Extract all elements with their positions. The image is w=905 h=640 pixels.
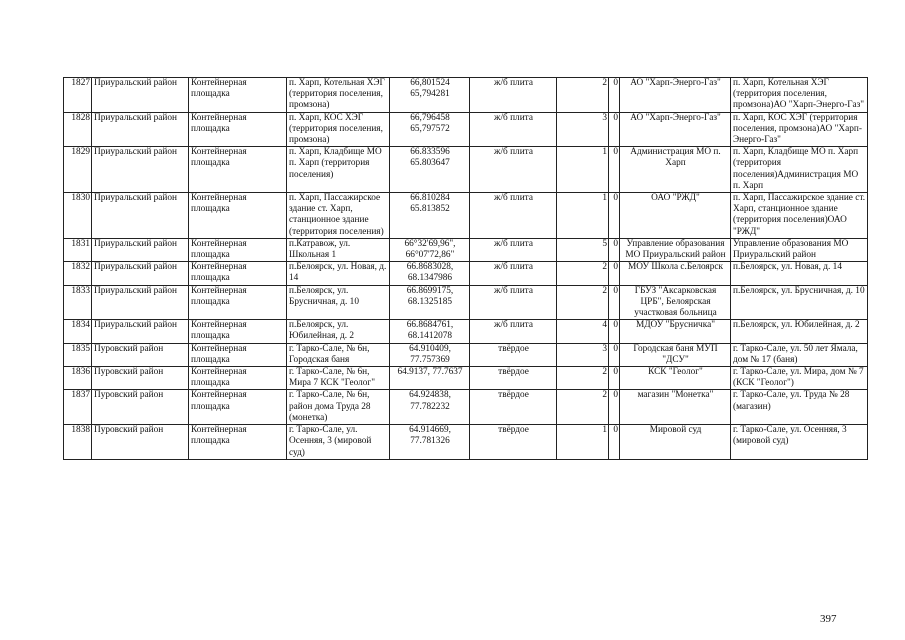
table-row: [64, 285, 868, 320]
coordinates-cell: 66.810284 65.813852: [390, 193, 470, 239]
table-row: [64, 367, 868, 390]
volume-cell: 0: [609, 147, 620, 193]
site-type-cell: Контейнерная площадка: [189, 238, 287, 261]
address-cell: п.Белоярск, ул. Новая, д. 14: [287, 262, 390, 285]
table-row: [64, 390, 868, 425]
coordinates-cell: 66,796458 65,797572: [390, 112, 470, 147]
row-number: 1829: [64, 147, 92, 193]
waste-source-cell: п.Белоярск, ул. Новая, д. 14: [731, 262, 868, 285]
waste-source-cell: Управление образования МО Приуральский район: [731, 238, 868, 261]
surface-cell: ж/б плита: [470, 112, 557, 147]
address-cell: г. Тарко-Сале, № 6н, Мира 7 КСК "Геолог": [287, 367, 390, 390]
register-table: [63, 77, 868, 460]
address-cell: п.Белоярск, ул. Юбилейная, д. 2: [287, 320, 390, 343]
site-type-cell: Контейнерная площадка: [189, 367, 287, 390]
waste-source-cell: п. Харп, Котельная ХЭГ (территория поселения, промзона)АО "Харп-Энерго-Газ": [731, 78, 868, 113]
owner-cell: магазин "Монетка": [620, 390, 731, 425]
page-number: 397: [820, 613, 837, 625]
row-number: 1830: [64, 193, 92, 239]
waste-source-cell: п. Харп, Пассажирское здание ст. Харп, станционное здание (территория поселения)ОАО "РЖД": [731, 193, 868, 239]
volume-cell: 0: [609, 78, 620, 113]
surface-cell: ж/б плита: [470, 320, 557, 343]
volume-cell: 0: [609, 193, 620, 239]
coordinates-cell: 66°32'69,96", 66°07'72,86": [390, 238, 470, 261]
table-row: [64, 320, 868, 343]
address-cell: г. Тарко-Сале, № 6н, район дома Труда 28 (монетка): [287, 390, 390, 425]
owner-cell: МДОУ "Брусничка": [620, 320, 731, 343]
district-cell: Приуральский район: [92, 147, 189, 193]
site-type-cell: Контейнерная площадка: [189, 390, 287, 425]
owner-cell: Мировой суд: [620, 425, 731, 460]
address-cell: п.Катравож, ул. Школьная 1: [287, 238, 390, 261]
container-count-cell: 2: [557, 285, 609, 320]
waste-source-cell: г. Тарко-Сале, ул. Мира, дом № 7 (КСК "Геолог"): [731, 367, 868, 390]
table-row: [64, 193, 868, 239]
row-number: 1837: [64, 390, 92, 425]
address-cell: п. Харп, Котельная ХЭГ (территория поселения, промзона): [287, 78, 390, 113]
table-row: [64, 78, 868, 113]
row-number: 1833: [64, 285, 92, 320]
surface-cell: ж/б плита: [470, 78, 557, 113]
waste-source-cell: п.Белоярск, ул. Юбилейная, д. 2: [731, 320, 868, 343]
row-number: 1836: [64, 367, 92, 390]
row-number: 1838: [64, 425, 92, 460]
container-count-cell: 5: [557, 238, 609, 261]
row-number: 1832: [64, 262, 92, 285]
coordinates-cell: 66,801524 65,794281: [390, 78, 470, 113]
owner-cell: МОУ Школа с.Белоярск: [620, 262, 731, 285]
waste-source-cell: г. Тарко-Сале, ул. Осенняя, 3 (мировой суд): [731, 425, 868, 460]
coordinates-cell: 66.8683028, 68.1347986: [390, 262, 470, 285]
address-cell: п. Харп, Пассажирское здание ст. Харп, станционное здание (территория поселения): [287, 193, 390, 239]
site-type-cell: Контейнерная площадка: [189, 78, 287, 113]
row-number: 1834: [64, 320, 92, 343]
coordinates-cell: 66.833596 65.803647: [390, 147, 470, 193]
site-type-cell: Контейнерная площадка: [189, 320, 287, 343]
volume-cell: 0: [609, 343, 620, 366]
volume-cell: 0: [609, 238, 620, 261]
owner-cell: ОАО "РЖД": [620, 193, 731, 239]
district-cell: Пуровский район: [92, 343, 189, 366]
coordinates-cell: 64.910409, 77.757369: [390, 343, 470, 366]
address-cell: п.Белоярск, ул. Брусничная, д. 10: [287, 285, 390, 320]
surface-cell: ж/б плита: [470, 193, 557, 239]
coordinates-cell: 66.8699175, 68.1325185: [390, 285, 470, 320]
waste-source-cell: г. Тарко-Сале, ул. Труда № 28 (магазин): [731, 390, 868, 425]
container-count-cell: 2: [557, 78, 609, 113]
table-row: [64, 343, 868, 366]
coordinates-cell: 64.924838, 77.782232: [390, 390, 470, 425]
address-cell: г. Тарко-Сале, № 6н, Городская баня: [287, 343, 390, 366]
surface-cell: твёрдое: [470, 390, 557, 425]
site-type-cell: Контейнерная площадка: [189, 343, 287, 366]
table-row: [64, 262, 868, 285]
surface-cell: твёрдое: [470, 425, 557, 460]
district-cell: Приуральский район: [92, 193, 189, 239]
owner-cell: Управление образования МО Приуральский район: [620, 238, 731, 261]
site-type-cell: Контейнерная площадка: [189, 112, 287, 147]
site-type-cell: Контейнерная площадка: [189, 425, 287, 460]
waste-source-cell: п. Харп, Кладбище МО п. Харп (территория поселения)Администрация МО п. Харп: [731, 147, 868, 193]
volume-cell: 0: [609, 262, 620, 285]
row-number: 1828: [64, 112, 92, 147]
surface-cell: ж/б плита: [470, 262, 557, 285]
container-count-cell: 2: [557, 262, 609, 285]
address-cell: п. Харп, КОС ХЭГ (территория поселения, промзона): [287, 112, 390, 147]
volume-cell: 0: [609, 367, 620, 390]
waste-source-cell: г. Тарко-Сале, ул. 50 лет Ямала, дом № 17 (баня): [731, 343, 868, 366]
surface-cell: твёрдое: [470, 343, 557, 366]
table-row: [64, 425, 868, 460]
container-count-cell: 1: [557, 193, 609, 239]
site-type-cell: Контейнерная площадка: [189, 147, 287, 193]
owner-cell: Городская баня МУП "ДСУ": [620, 343, 731, 366]
address-cell: п. Харп, Кладбище МО п. Харп (территория поселения): [287, 147, 390, 193]
container-count-cell: 2: [557, 390, 609, 425]
owner-cell: Администрация МО п. Харп: [620, 147, 731, 193]
address-cell: г. Тарко-Сале, ул. Осенняя, 3 (мировой суд): [287, 425, 390, 460]
coordinates-cell: 64.914669, 77.781326: [390, 425, 470, 460]
volume-cell: 0: [609, 390, 620, 425]
site-type-cell: Контейнерная площадка: [189, 262, 287, 285]
coordinates-cell: 66.8684761, 68.1412078: [390, 320, 470, 343]
row-number: 1831: [64, 238, 92, 261]
volume-cell: 0: [609, 112, 620, 147]
district-cell: Пуровский район: [92, 367, 189, 390]
container-count-cell: 1: [557, 425, 609, 460]
district-cell: Приуральский район: [92, 285, 189, 320]
owner-cell: АО "Харп-Энерго-Газ": [620, 112, 731, 147]
table-row: [64, 238, 868, 261]
site-type-cell: Контейнерная площадка: [189, 285, 287, 320]
owner-cell: АО "Харп-Энерго-Газ": [620, 78, 731, 113]
surface-cell: ж/б плита: [470, 285, 557, 320]
district-cell: Пуровский район: [92, 425, 189, 460]
container-count-cell: 3: [557, 343, 609, 366]
row-number: 1835: [64, 343, 92, 366]
district-cell: Приуральский район: [92, 112, 189, 147]
district-cell: Пуровский район: [92, 390, 189, 425]
district-cell: Приуральский район: [92, 320, 189, 343]
surface-cell: твёрдое: [470, 367, 557, 390]
container-count-cell: 3: [557, 112, 609, 147]
owner-cell: КСК "Геолог": [620, 367, 731, 390]
container-count-cell: 4: [557, 320, 609, 343]
owner-cell: ГБУЗ "Аксарковская ЦРБ", Белоярская участковая больница: [620, 285, 731, 320]
container-count-cell: 1: [557, 147, 609, 193]
waste-source-cell: п.Белоярск, ул. Брусничная, д. 10: [731, 285, 868, 320]
surface-cell: ж/б плита: [470, 238, 557, 261]
table-row: [64, 147, 868, 193]
container-count-cell: 2: [557, 367, 609, 390]
row-number: 1827: [64, 78, 92, 113]
table-row: [64, 112, 868, 147]
waste-source-cell: п. Харп, КОС ХЭГ (территория поселения, промзона)АО "Харп-Энерго-Газ": [731, 112, 868, 147]
volume-cell: 0: [609, 285, 620, 320]
district-cell: Приуральский район: [92, 238, 189, 261]
site-type-cell: Контейнерная площадка: [189, 193, 287, 239]
district-cell: Приуральский район: [92, 78, 189, 113]
coordinates-cell: 64.9137, 77.7637: [390, 367, 470, 390]
surface-cell: ж/б плита: [470, 147, 557, 193]
volume-cell: 0: [609, 320, 620, 343]
volume-cell: 0: [609, 425, 620, 460]
district-cell: Приуральский район: [92, 262, 189, 285]
